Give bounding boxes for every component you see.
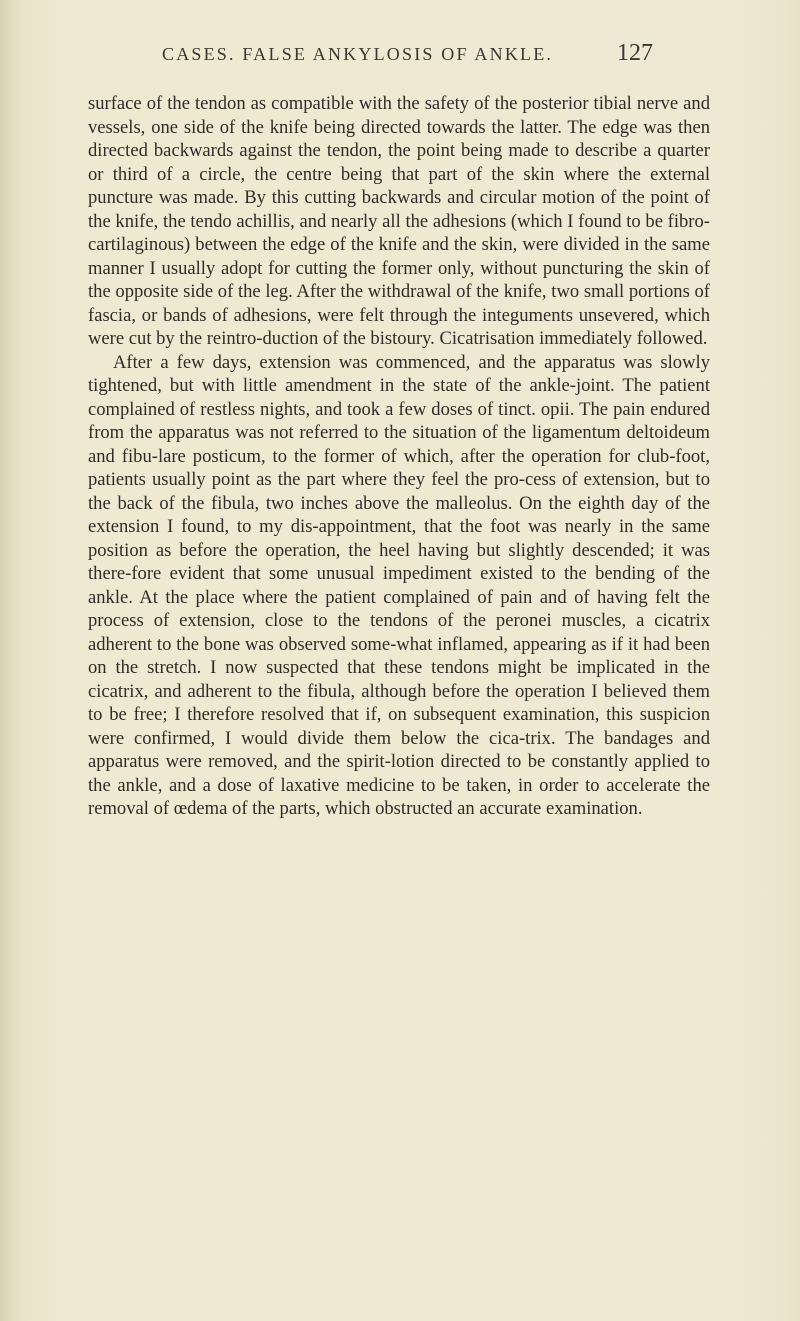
running-head: CASES. FALSE ANKYLOSIS OF ANKLE. — [162, 44, 554, 64]
paragraph: surface of the tendon as compatible with the safety of the posterior tibial nerve and vessels, one side of the knife being directed towards the latter. The edge was then directed backwards against the tendon, the point being made to describe a quarter or third of a circle, the centre being that part of the skin where the external puncture was made. By this cutting backwards and circular motion of the point of the knife, the tendo achillis, and nearly all the adhesions (which I found to be fibro-cartilaginous) between the edge of the knife and the skin, were divided in the same manner I usually adopt for cutting the former only, without puncturing the skin of the opposite side of the leg. After the withdrawal of the knife, two small portions of fascia, or bands of adhesions, were felt through the integuments unsevered, which were cut by the reintro-duction of the bistoury. Cicatrisation immediately followed. — [88, 93, 710, 349]
page-number: 127 — [617, 40, 653, 66]
paragraph: After a few days, extension was commenced, and the apparatus was slowly tightened, but with little amendment in the state of the ankle-joint. The patient complained of restless nights, and took a few doses of tinct. opii. The pain endured from the apparatus was not referred to the situation of the ligamentum deltoideum and fibu-lare posticum, to the former of which, after the operation for club-foot, patients usually point as the part where they feel the pro-cess of extension, but to the back of the fibula, two inches above the malleolus. On the eighth day of the extension I found, to my dis-appointment, that the foot was nearly in the same position as before the operation, the heel having but slightly descended; it was there-fore evident that some unusual impediment existed to the bending of the ankle. At the place where the patient complained of pain and of having felt the process of extension, close to the tendons of the peronei muscles, a cicatrix adherent to the bone was observed some-what inflamed, appearing as if it had been on the stretch. I now suspected that these tendons might be implicated in the cicatrix, and adherent to the fibula, although before the operation I believed them to be free; I therefore resolved that if, on subsequent examination, this suspicion were confirmed, I would divide them below the cica-trix. The bandages and apparatus were removed, and the spirit-lotion directed to be constantly applied to the ankle, and a dose of laxative medicine to be taken, in order to accelerate the removal of œdema of the parts, which obstructed an accurate examination. — [88, 351, 710, 819]
body-text — [88, 92, 710, 821]
page-header — [0, 40, 800, 74]
